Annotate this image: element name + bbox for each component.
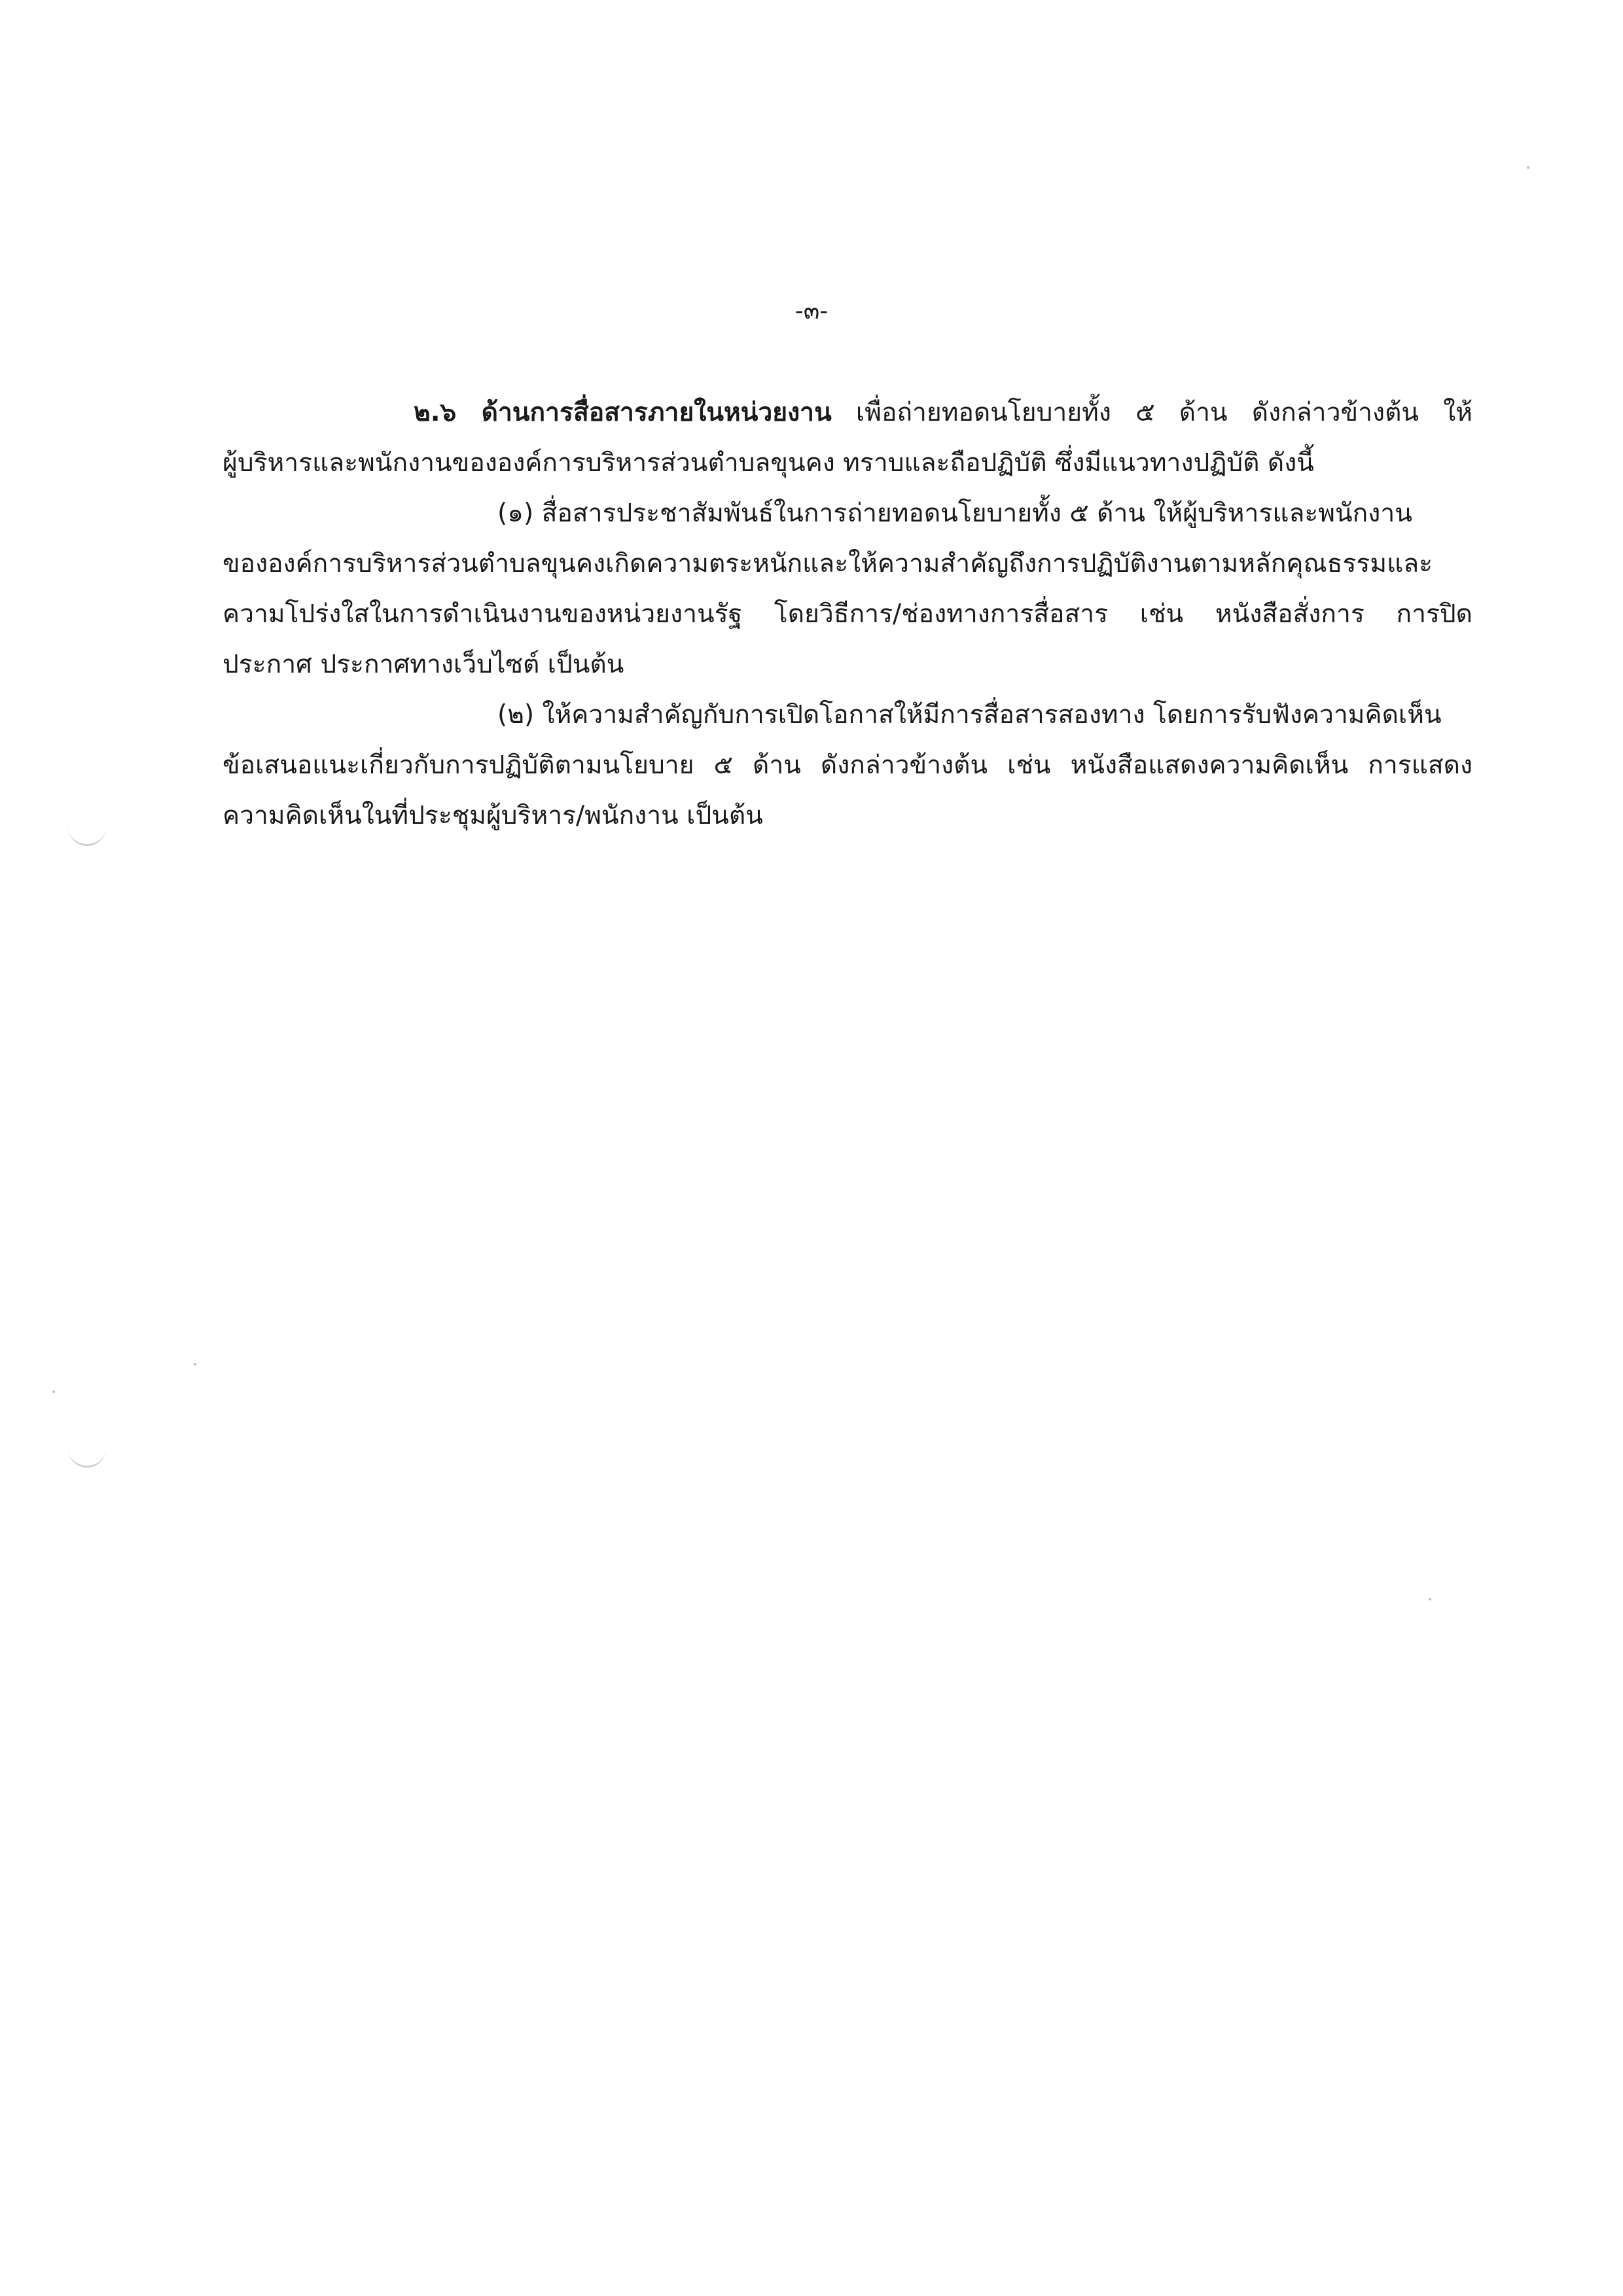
item-1-line-1: (๑) สื่อสารประชาสัมพันธ์ในการถ่ายทอดนโยบายทั้ง ๕ ด้าน ให้ผู้บริหารและพนักงาน	[497, 499, 1412, 528]
item-2-line-3: ความคิดเห็นในที่ประชุมผู้บริหาร/พนักงาน เป็นต้น	[223, 801, 763, 830]
section-heading: ๒.๖ ด้านการสื่อสารภายในหน่วยงาน	[414, 398, 832, 427]
item-1-line-4: ประกาศ ประกาศทางเว็บไซต์ เป็นต้น	[223, 650, 624, 679]
punch-hole-mark	[68, 818, 106, 846]
scan-speck	[194, 1363, 196, 1366]
item-2-line-1: (๒) ให้ความสำคัญกับการเปิดโอกาสให้มีการสื่อสารสองทาง โดยการรับฟังความคิดเห็น	[497, 700, 1442, 730]
section-intro-line-2: ผู้บริหารและพนักงานขององค์การบริหารส่วนตำบลขุนคง ทราบและถือปฏิบัติ ซึ่งมีแนวทางปฏิบัติ ดังนี้	[223, 448, 1314, 478]
scan-speck	[1527, 166, 1529, 169]
section-intro-text: เพื่อถ่ายทอดนโยบายทั้ง ๕ ด้าน ดังกล่าวข้างต้น	[855, 398, 1419, 427]
punch-hole-mark	[68, 1439, 106, 1468]
item-1-line-2: ขององค์การบริหารส่วนตำบลขุนคงเกิดความตระหนักและให้ความสำคัญถึงการปฏิบัติงานตามหลักคุณธรรมและ	[223, 549, 1433, 578]
section-heading-line	[414, 393, 1472, 433]
scan-speck	[1429, 1598, 1431, 1600]
page-number: -๓-	[794, 298, 829, 325]
item-1-line-3: ความโปร่งใสในการดำเนินงานของหน่วยงานรัฐ โดยวิธีการ/ช่องทางการสื่อสาร เช่น หนังสือสั่งการ การปิด	[223, 599, 1472, 629]
section-intro-end: ให้	[1443, 398, 1472, 427]
scan-speck	[52, 1390, 55, 1393]
item-2-line-2: ข้อเสนอแนะเกี่ยวกับการปฏิบัติตามนโยบาย ๕ ด้าน ดังกล่าวข้างต้น เช่น หนังสือแสดงความคิดเห็น การแสดง	[223, 751, 1472, 780]
